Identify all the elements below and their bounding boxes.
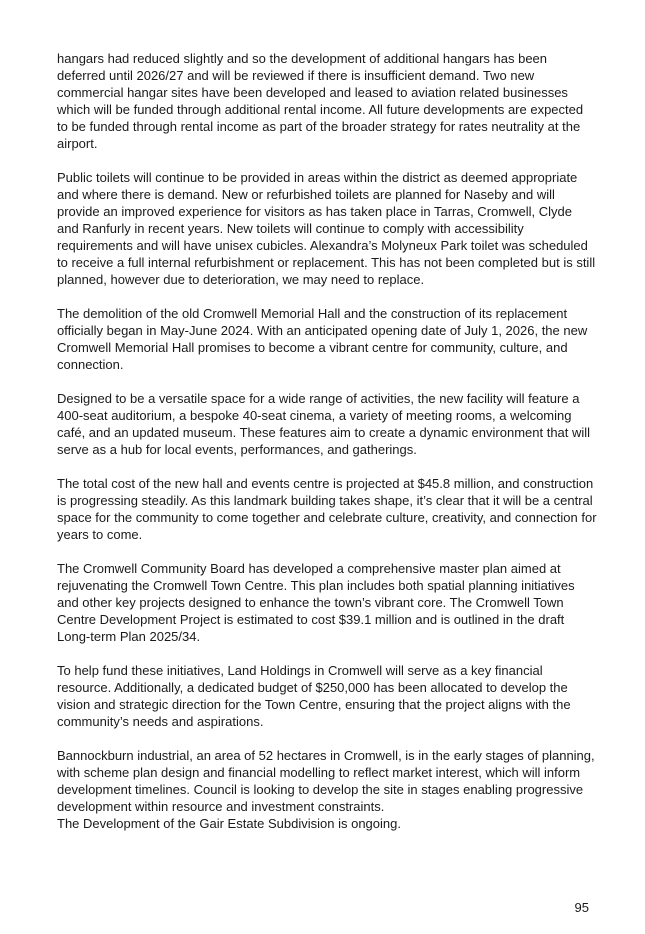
paragraph-gair-estate: The Development of the Gair Estate Subdivision is ongoing. xyxy=(57,816,401,831)
body-text xyxy=(57,50,597,832)
paragraph-town-centre-plan: The Cromwell Community Board has developed a comprehensive master plan aimed at rejuvenating the Cromwell Town Centre. This plan includes both spatial planning initiatives and other key projects designed to enhance the town’s vibrant core. The Cromwell Town Centre Development Project is estimated to cost $39.1 million and is outlined in the draft Long-term Plan 2025/34. xyxy=(57,561,575,644)
paragraph-memorial-hall-construction: The demolition of the old Cromwell Memorial Hall and the construction of its replacement officially began in May-June 2024. With an anticipated opening date of July 1, 2026, the new Cromwell Memorial Hall promises to become a vibrant centre for community, culture, and connection. xyxy=(57,306,588,372)
paragraph-bannockburn-industrial: Bannockburn industrial, an area of 52 hectares in Cromwell, is in the early stages of planning, with scheme plan design and financial modelling to reflect market interest, which will inform development timelines. Council is looking to develop the site in stages enabling progressive development within resource and investment constraints. xyxy=(57,748,595,814)
paragraph-memorial-hall-facilities: Designed to be a versatile space for a wide range of activities, the new facility will feature a 400-seat auditorium, a bespoke 40-seat cinema, a variety of meeting rooms, a welcoming café, and an updated museum. These features aim to create a dynamic environment that will serve as a hub for local events, performances, and gatherings. xyxy=(57,391,591,457)
paragraph-airport-hangars: hangars had reduced slightly and so the development of additional hangars has been deferred until 2026/27 and will be reviewed if there is insufficient demand. Two new commercial hangar sites have been developed and leased to aviation related businesses which will be funded through additional rental income. All future developments are expected to be funded through rental income as part of the broader strategy for rates neutrality at the airport. xyxy=(57,51,584,151)
page-number: 95 xyxy=(574,900,589,915)
paragraph-public-toilets: Public toilets will continue to be provided in areas within the district as deemed appropriate and where there is demand. New or refurbished toilets are planned for Naseby and will provide an improved experience for visitors as has taken place in Tarras, Cromwell, Clyde and Ranfurly in recent years. New toilets will continue to comply with accessibility requirements and will have unisex cubicles. Alexandra’s Molyneux Park toilet was scheduled to receive a full internal refurbishment or replacement. This has not been completed but is still planned, however due to deterioration, we may need to replace. xyxy=(57,170,596,287)
paragraph-memorial-hall-cost: The total cost of the new hall and events centre is projected at $45.8 million, and construction is progressing steadily. As this landmark building takes shape, it’s clear that it will be a central space for the community to come together and celebrate culture, creativity, and connection for years to come. xyxy=(57,476,597,542)
paragraph-land-holdings: To help fund these initiatives, Land Holdings in Cromwell will serve as a key financial resource. Additionally, a dedicated budget of $250,000 has been allocated to develop the vision and strategic direction for the Town Centre, ensuring that the project aligns with the community’s needs and aspirations. xyxy=(57,663,571,729)
